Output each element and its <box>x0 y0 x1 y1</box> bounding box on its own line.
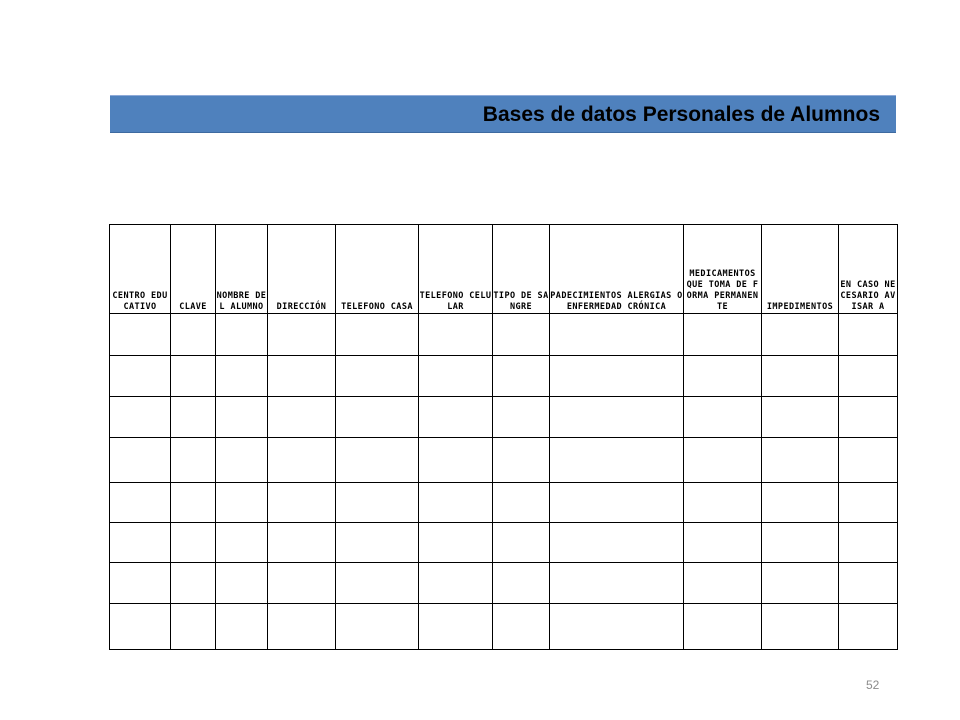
table-cell[interactable] <box>839 483 898 523</box>
table-cell[interactable] <box>493 523 550 563</box>
header-en-caso-necesario: EN CASO NECESARIO AVISAR A <box>839 225 898 314</box>
table-row <box>110 483 898 523</box>
header-centro-educativo: CENTRO EDUCATIVO <box>110 225 171 314</box>
table-cell[interactable] <box>762 438 839 483</box>
table-cell[interactable] <box>171 563 216 604</box>
table-cell[interactable] <box>336 314 419 356</box>
table-cell[interactable] <box>550 438 684 483</box>
table-cell[interactable] <box>336 397 419 438</box>
table-cell[interactable] <box>171 356 216 397</box>
table-cell[interactable] <box>216 397 268 438</box>
table-cell[interactable] <box>110 604 171 650</box>
table-cell[interactable] <box>268 314 336 356</box>
table-cell[interactable] <box>171 483 216 523</box>
table-cell[interactable] <box>268 604 336 650</box>
table-cell[interactable] <box>336 604 419 650</box>
table-cell[interactable] <box>839 314 898 356</box>
table-cell[interactable] <box>110 397 171 438</box>
table-cell[interactable] <box>839 438 898 483</box>
table-cell[interactable] <box>110 314 171 356</box>
table-cell[interactable] <box>171 397 216 438</box>
header-nombre-del-alumno: NOMBRE DEL ALUMNO <box>216 225 268 314</box>
table-cell[interactable] <box>839 397 898 438</box>
table-cell[interactable] <box>110 483 171 523</box>
table-cell[interactable] <box>839 563 898 604</box>
table-cell[interactable] <box>493 563 550 604</box>
table-cell[interactable] <box>268 438 336 483</box>
table-cell[interactable] <box>336 563 419 604</box>
table-cell[interactable] <box>684 604 762 650</box>
table-cell[interactable] <box>762 314 839 356</box>
header-impedimentos: IMPEDIMENTOS <box>762 225 839 314</box>
table-cell[interactable] <box>419 483 493 523</box>
table-cell[interactable] <box>684 563 762 604</box>
table-cell[interactable] <box>762 523 839 563</box>
table-cell[interactable] <box>268 563 336 604</box>
table-cell[interactable] <box>493 483 550 523</box>
table-cell[interactable] <box>171 438 216 483</box>
table-cell[interactable] <box>268 356 336 397</box>
table-cell[interactable] <box>684 438 762 483</box>
table-cell[interactable] <box>419 563 493 604</box>
table-cell[interactable] <box>216 604 268 650</box>
table-cell[interactable] <box>336 356 419 397</box>
table-cell[interactable] <box>550 523 684 563</box>
header-clave: CLAVE <box>171 225 216 314</box>
table-cell[interactable] <box>171 523 216 563</box>
header-medicamentos: MEDICAMENTOS QUE TOMA DE FORMA PERMANENTE <box>684 225 762 314</box>
table-cell[interactable] <box>762 483 839 523</box>
table-cell[interactable] <box>216 523 268 563</box>
table-cell[interactable] <box>110 563 171 604</box>
table-cell[interactable] <box>839 604 898 650</box>
table-cell[interactable] <box>171 604 216 650</box>
table-cell[interactable] <box>171 314 216 356</box>
table-cell[interactable] <box>684 523 762 563</box>
table-row <box>110 356 898 397</box>
header-direccion: DIRECCIÓN <box>268 225 336 314</box>
table-cell[interactable] <box>493 314 550 356</box>
table-cell[interactable] <box>550 314 684 356</box>
table-cell[interactable] <box>419 314 493 356</box>
table-cell[interactable] <box>216 438 268 483</box>
table-cell[interactable] <box>110 523 171 563</box>
table-cell[interactable] <box>493 438 550 483</box>
table-cell[interactable] <box>550 604 684 650</box>
table-cell[interactable] <box>268 397 336 438</box>
table-row <box>110 604 898 650</box>
table-cell[interactable] <box>419 438 493 483</box>
table-cell[interactable] <box>419 397 493 438</box>
table-cell[interactable] <box>493 604 550 650</box>
header-telefono-celular: TELEFONO CELULAR <box>419 225 493 314</box>
table-cell[interactable] <box>550 397 684 438</box>
page-number: 52 <box>866 678 880 692</box>
table-cell[interactable] <box>216 483 268 523</box>
page-title: Bases de datos Personales de Alumnos <box>482 103 880 126</box>
header-telefono-casa: TELEFONO CASA <box>336 225 419 314</box>
table-cell[interactable] <box>216 356 268 397</box>
table-cell[interactable] <box>684 483 762 523</box>
title-bar <box>110 95 896 133</box>
table-cell[interactable] <box>762 604 839 650</box>
table-cell[interactable] <box>839 523 898 563</box>
table-cell[interactable] <box>684 356 762 397</box>
table-cell[interactable] <box>336 483 419 523</box>
table-cell[interactable] <box>762 563 839 604</box>
table-row <box>110 563 898 604</box>
table-cell[interactable] <box>419 523 493 563</box>
table-cell[interactable] <box>684 397 762 438</box>
table-cell[interactable] <box>216 563 268 604</box>
table-cell[interactable] <box>550 563 684 604</box>
table-cell[interactable] <box>762 397 839 438</box>
table-row <box>110 397 898 438</box>
table-cell[interactable] <box>550 483 684 523</box>
table-cell[interactable] <box>110 438 171 483</box>
table-cell[interactable] <box>216 314 268 356</box>
table-cell[interactable] <box>268 523 336 563</box>
table-cell[interactable] <box>110 356 171 397</box>
table-cell[interactable] <box>493 397 550 438</box>
table-header-row <box>110 225 898 314</box>
table-cell[interactable] <box>268 483 336 523</box>
table-cell[interactable] <box>493 356 550 397</box>
table-cell[interactable] <box>336 438 419 483</box>
table-cell[interactable] <box>684 314 762 356</box>
header-tipo-de-sangre: TIPO DE SANGRE <box>493 225 550 314</box>
table-cell[interactable] <box>419 356 493 397</box>
table-cell[interactable] <box>762 356 839 397</box>
table-cell[interactable] <box>550 356 684 397</box>
student-data-table <box>109 224 898 650</box>
table-cell[interactable] <box>419 604 493 650</box>
header-padecimientos: PADECIMIENTOS ALERGIAS O ENFERMEDAD CRÓNICA <box>550 225 684 314</box>
table-cell[interactable] <box>336 523 419 563</box>
table-row <box>110 438 898 483</box>
table-body <box>110 314 898 650</box>
table-row <box>110 523 898 563</box>
table-row <box>110 314 898 356</box>
table-cell[interactable] <box>839 356 898 397</box>
